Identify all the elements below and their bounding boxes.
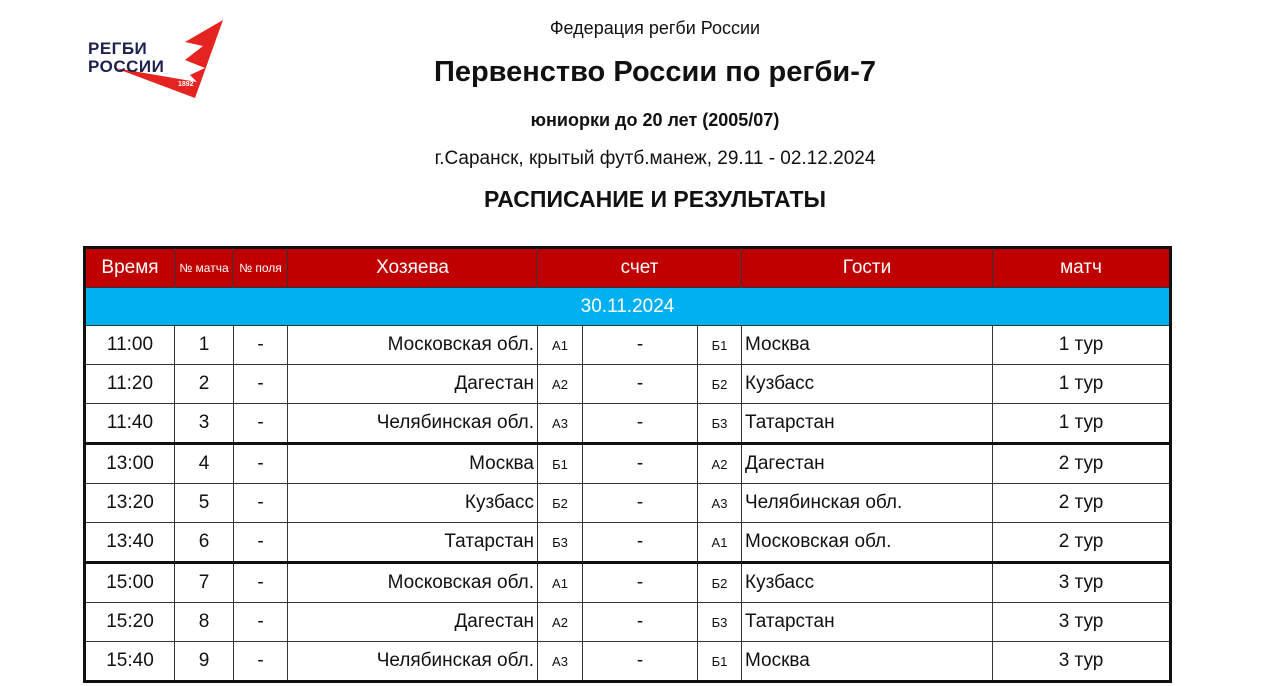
cell-guest: Дагестан bbox=[742, 444, 993, 484]
cell-score: - bbox=[583, 365, 698, 404]
col-guest: Гости bbox=[742, 248, 993, 288]
cell-gc: Б2 bbox=[698, 365, 742, 404]
cell-field: - bbox=[234, 642, 288, 682]
cell-time: 13:20 bbox=[85, 484, 175, 523]
cell-gc: Б3 bbox=[698, 603, 742, 642]
cell-guest: Москва bbox=[742, 642, 993, 682]
cell-home: Татарстан bbox=[288, 523, 538, 563]
col-field-no: № поля bbox=[234, 248, 288, 288]
cell-guest: Кузбасс bbox=[742, 563, 993, 603]
cell-guest: Кузбасс bbox=[742, 365, 993, 404]
cell-no: 9 bbox=[175, 642, 234, 682]
cell-field: - bbox=[234, 404, 288, 444]
cell-home: Московская обл. bbox=[288, 563, 538, 603]
col-time: Время bbox=[85, 248, 175, 288]
logo-line1: РЕГБИ bbox=[88, 39, 148, 58]
table-row bbox=[85, 603, 1171, 642]
cell-home: Челябинская обл. bbox=[288, 404, 538, 444]
table-row bbox=[85, 484, 1171, 523]
cell-round: 2 тур bbox=[993, 523, 1171, 563]
cell-guest: Москва bbox=[742, 326, 993, 365]
logo-line2: РОССИИ bbox=[88, 57, 165, 76]
cell-score: - bbox=[583, 642, 698, 682]
cell-guest: Татарстан bbox=[742, 603, 993, 642]
cell-time: 13:00 bbox=[85, 444, 175, 484]
cell-gc: А3 bbox=[698, 484, 742, 523]
cell-hc: А2 bbox=[538, 365, 583, 404]
cell-home: Дагестан bbox=[288, 603, 538, 642]
cell-gc: Б3 bbox=[698, 404, 742, 444]
date-label: 30.11.2024 bbox=[85, 288, 1171, 326]
cell-hc: А3 bbox=[538, 642, 583, 682]
table-row bbox=[85, 563, 1171, 603]
cell-gc: Б2 bbox=[698, 563, 742, 603]
col-score: счет bbox=[538, 248, 742, 288]
cell-score: - bbox=[583, 603, 698, 642]
cell-score: - bbox=[583, 444, 698, 484]
cell-home: Челябинская обл. bbox=[288, 642, 538, 682]
federation-name: Федерация регби России bbox=[549, 18, 761, 38]
cell-no: 2 bbox=[175, 365, 234, 404]
cell-round: 1 тур bbox=[993, 404, 1171, 444]
page-title: Первенство России по регби-7 bbox=[434, 56, 876, 88]
cell-time: 13:40 bbox=[85, 523, 175, 563]
cell-no: 3 bbox=[175, 404, 234, 444]
table-row bbox=[85, 365, 1171, 404]
cell-home: Москва bbox=[288, 444, 538, 484]
logo-year: 1892 bbox=[178, 81, 194, 88]
cell-hc: Б2 bbox=[538, 484, 583, 523]
cell-round: 3 тур bbox=[993, 563, 1171, 603]
cell-hc: А2 bbox=[538, 603, 583, 642]
cell-gc: А2 bbox=[698, 444, 742, 484]
cell-score: - bbox=[583, 326, 698, 365]
cell-round: 1 тур bbox=[993, 326, 1171, 365]
col-match-no: № матча bbox=[175, 248, 234, 288]
cell-field: - bbox=[234, 563, 288, 603]
cell-round: 2 тур bbox=[993, 444, 1171, 484]
cell-hc: А1 bbox=[538, 563, 583, 603]
cell-gc: А1 bbox=[698, 523, 742, 563]
cell-no: 8 bbox=[175, 603, 234, 642]
schedule-title: РАСПИСАНИЕ И РЕЗУЛЬТАТЫ bbox=[483, 186, 827, 212]
cell-no: 6 bbox=[175, 523, 234, 563]
cell-round: 1 тур bbox=[993, 365, 1171, 404]
date-row bbox=[85, 288, 1171, 326]
table-header bbox=[85, 248, 1171, 288]
table-row bbox=[85, 642, 1171, 682]
cell-round: 2 тур bbox=[993, 484, 1171, 523]
cell-hc: Б3 bbox=[538, 523, 583, 563]
cell-no: 7 bbox=[175, 563, 234, 603]
cell-time: 11:00 bbox=[85, 326, 175, 365]
cell-home: Дагестан bbox=[288, 365, 538, 404]
cell-score: - bbox=[583, 523, 698, 563]
cell-hc: А1 bbox=[538, 326, 583, 365]
cell-time: 15:00 bbox=[85, 563, 175, 603]
cell-time: 15:40 bbox=[85, 642, 175, 682]
cell-hc: Б1 bbox=[538, 444, 583, 484]
venue-dates: г.Саранск, крытый футб.манеж, 29.11 - 02.12.2024 bbox=[434, 148, 876, 169]
cell-no: 4 bbox=[175, 444, 234, 484]
cell-time: 15:20 bbox=[85, 603, 175, 642]
table-row bbox=[85, 523, 1171, 563]
cell-field: - bbox=[234, 326, 288, 365]
col-match: матч bbox=[993, 248, 1171, 288]
cell-round: 3 тур bbox=[993, 642, 1171, 682]
cell-time: 11:40 bbox=[85, 404, 175, 444]
table-row bbox=[85, 326, 1171, 365]
cell-guest: Московская обл. bbox=[742, 523, 993, 563]
cell-no: 5 bbox=[175, 484, 234, 523]
cell-no: 1 bbox=[175, 326, 234, 365]
category-subtitle: юниорки до 20 лет (2005/07) bbox=[530, 110, 780, 130]
cell-field: - bbox=[234, 365, 288, 404]
cell-guest: Татарстан bbox=[742, 404, 993, 444]
cell-field: - bbox=[234, 484, 288, 523]
table-row bbox=[85, 404, 1171, 444]
cell-round: 3 тур bbox=[993, 603, 1171, 642]
col-home: Хозяева bbox=[288, 248, 538, 288]
schedule-table bbox=[83, 246, 1172, 683]
cell-score: - bbox=[583, 563, 698, 603]
cell-home: Кузбасс bbox=[288, 484, 538, 523]
cell-gc: Б1 bbox=[698, 642, 742, 682]
cell-score: - bbox=[583, 484, 698, 523]
cell-time: 11:20 bbox=[85, 365, 175, 404]
cell-field: - bbox=[234, 523, 288, 563]
table-row bbox=[85, 444, 1171, 484]
cell-gc: Б1 bbox=[698, 326, 742, 365]
cell-hc: А3 bbox=[538, 404, 583, 444]
cell-field: - bbox=[234, 444, 288, 484]
cell-score: - bbox=[583, 404, 698, 444]
cell-home: Московская обл. bbox=[288, 326, 538, 365]
cell-field: - bbox=[234, 603, 288, 642]
cell-guest: Челябинская обл. bbox=[742, 484, 993, 523]
